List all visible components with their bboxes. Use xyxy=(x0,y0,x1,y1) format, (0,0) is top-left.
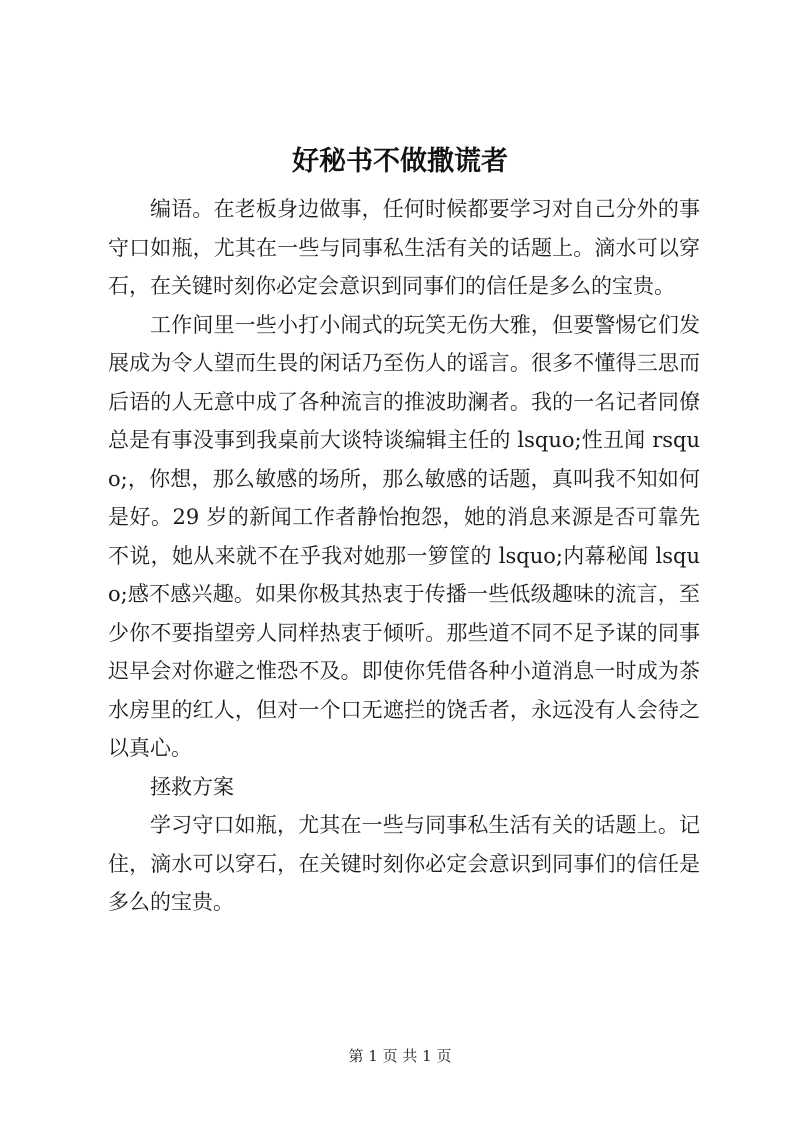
document-body xyxy=(108,190,700,922)
document-title: 好秘书不做撒谎者 xyxy=(292,146,508,177)
section-heading: 拯救方案 xyxy=(150,774,234,799)
paragraph-intro: 编语。在老板身边做事，任何时候都要学习对自己分外的事守口如瓶，尤其在一些与同事私生活有关的话题上。滴水可以穿石，在关键时刻你必定会意识到同事们的信任是多么的宝贵。 xyxy=(108,197,700,298)
page-number-footer: 第 1 页 共 1 页 xyxy=(348,1047,452,1065)
paragraph-main: 工作间里一些小打小闹式的玩笑无伤大雅，但要警惕它们发展成为令人望而生畏的闲话乃至伤人的谣言。很多不懂得三思而后语的人无意中成了各种流言的推波助澜者。我的一名记者同僚总是有事没事到我桌前大谈特谈编辑主任的 lsquo;性丑闻 rsquo;，你想，那么敏感的场所，那么敏感的话题，真叫我不知如何是好。29 岁的新闻工作者静怡抱怨，她的消息来源是否可靠先不说，她从来就不在乎我对她那一箩筐的 lsquo;内幕秘闻 lsquo;感不感兴趣。如果你极其热衷于传播一些低级趣味的流言，至少你不要指望旁人同样热衷于倾听。那些道不同不足予谋的同事迟早会对你避之惟恐不及。即使你凭借各种小道消息一时成为茶水房里的红人，但对一个口无遮拦的饶舌者，永远没有人会待之以真心。 xyxy=(108,312,700,760)
paragraph-solution: 学习守口如瓶，尤其在一些与同事私生活有关的话题上。记住，滴水可以穿石，在关键时刻你必定会意识到同事们的信任是多么的宝贵。 xyxy=(108,813,700,914)
